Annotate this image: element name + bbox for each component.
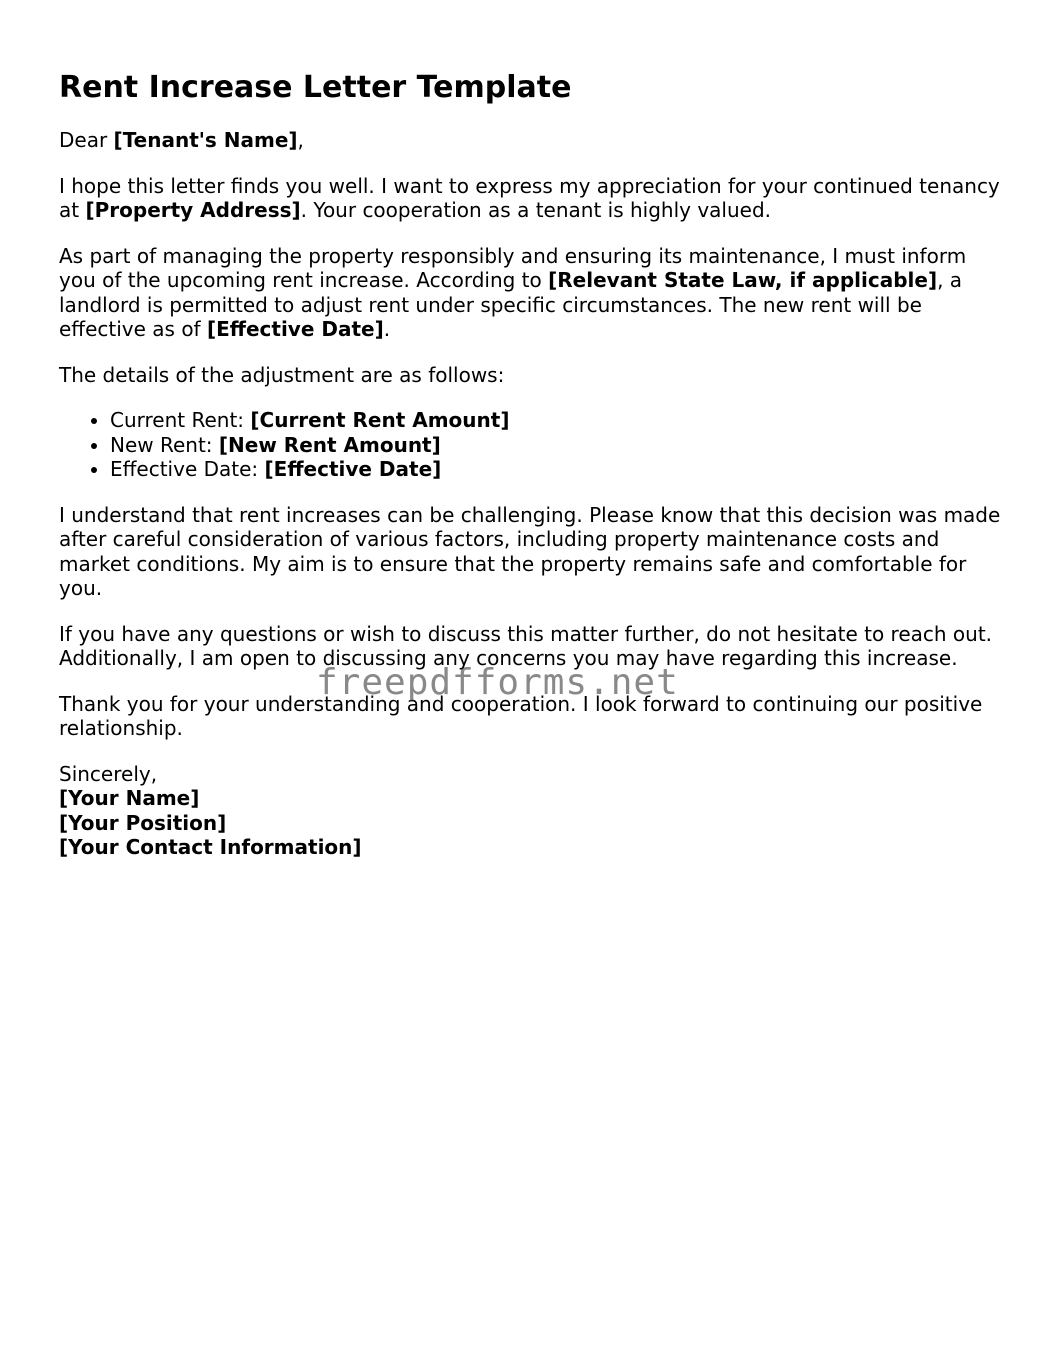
- paragraph2-text-a: As part of managing the property responsibly and ensuring its maintenance, I must inform you of the upcoming rent increase. According to: [59, 243, 967, 292]
- paragraph1-text-b: . Your cooperation as a tenant is highly valued.: [300, 198, 772, 222]
- paragraph-notice: [59, 244, 1009, 342]
- effective-date-placeholder: [Effective Date]: [206, 317, 384, 341]
- paragraph-questions: If you have any questions or wish to discuss this matter further, do not hesitate to reach out. Additionally, I am open to discussing any concerns you may have regarding this increase.: [59, 621, 993, 670]
- details-list: [59, 408, 1009, 482]
- list-item-value: [Effective Date]: [264, 457, 442, 481]
- list-item-label: New Rent:: [110, 432, 219, 457]
- signature-block: [59, 762, 1009, 860]
- list-item-label: Current Rent:: [110, 408, 251, 432]
- greeting-prefix: Dear: [59, 128, 114, 152]
- state-law-placeholder: [Relevant State Law, if applicable]: [548, 268, 938, 292]
- list-item-effective-date: [110, 457, 1009, 482]
- signature-position: [59, 811, 1009, 836]
- paragraph1-text-a: I hope this letter finds you well. I want to express my appreciation for your continued tenancy at: [59, 173, 1000, 222]
- closing: Sincerely,: [59, 761, 158, 786]
- paragraph2-text-b: , a landlord is permitted to adjust rent under specific circumstances. The new rent will be effective as of: [59, 268, 963, 341]
- your-position-placeholder: [Your Position]: [59, 810, 227, 835]
- list-item-new-rent: [110, 433, 1009, 458]
- watermark: freepdfforms.net: [316, 662, 679, 703]
- list-item-value: [New Rent Amount]: [218, 432, 441, 457]
- list-item-label: Effective Date:: [110, 457, 265, 481]
- paragraph-thanks: Thank you for your understanding and cooperation. I look forward to continuing our positive relationship.: [59, 691, 983, 740]
- greeting: [59, 128, 1009, 153]
- paragraph2-text-c: .: [383, 317, 391, 341]
- your-contact-placeholder: [Your Contact Information]: [59, 835, 362, 859]
- your-name-placeholder: [Your Name]: [59, 786, 200, 810]
- property-address-placeholder: [Property Address]: [85, 198, 301, 222]
- signature-name: [59, 786, 1009, 811]
- list-item-value: [Current Rent Amount]: [250, 408, 510, 432]
- page-title: Rent Increase Letter Template: [59, 70, 572, 105]
- letter-document: [59, 70, 1009, 860]
- paragraph-appreciation: [59, 174, 1009, 223]
- tenant-name-placeholder: [Tenant's Name]: [113, 128, 298, 152]
- details-intro: The details of the adjustment are as follows:: [59, 362, 505, 387]
- list-item-current-rent: [110, 408, 1009, 433]
- signature-contact: [59, 835, 1009, 860]
- greeting-suffix: ,: [297, 128, 304, 152]
- paragraph-understanding: I understand that rent increases can be challenging. Please know that this decision was made after careful consideration of various factors, including property maintenance costs and market conditions. My aim is to ensure that the property remains safe and comfortable for you.: [59, 502, 1001, 600]
